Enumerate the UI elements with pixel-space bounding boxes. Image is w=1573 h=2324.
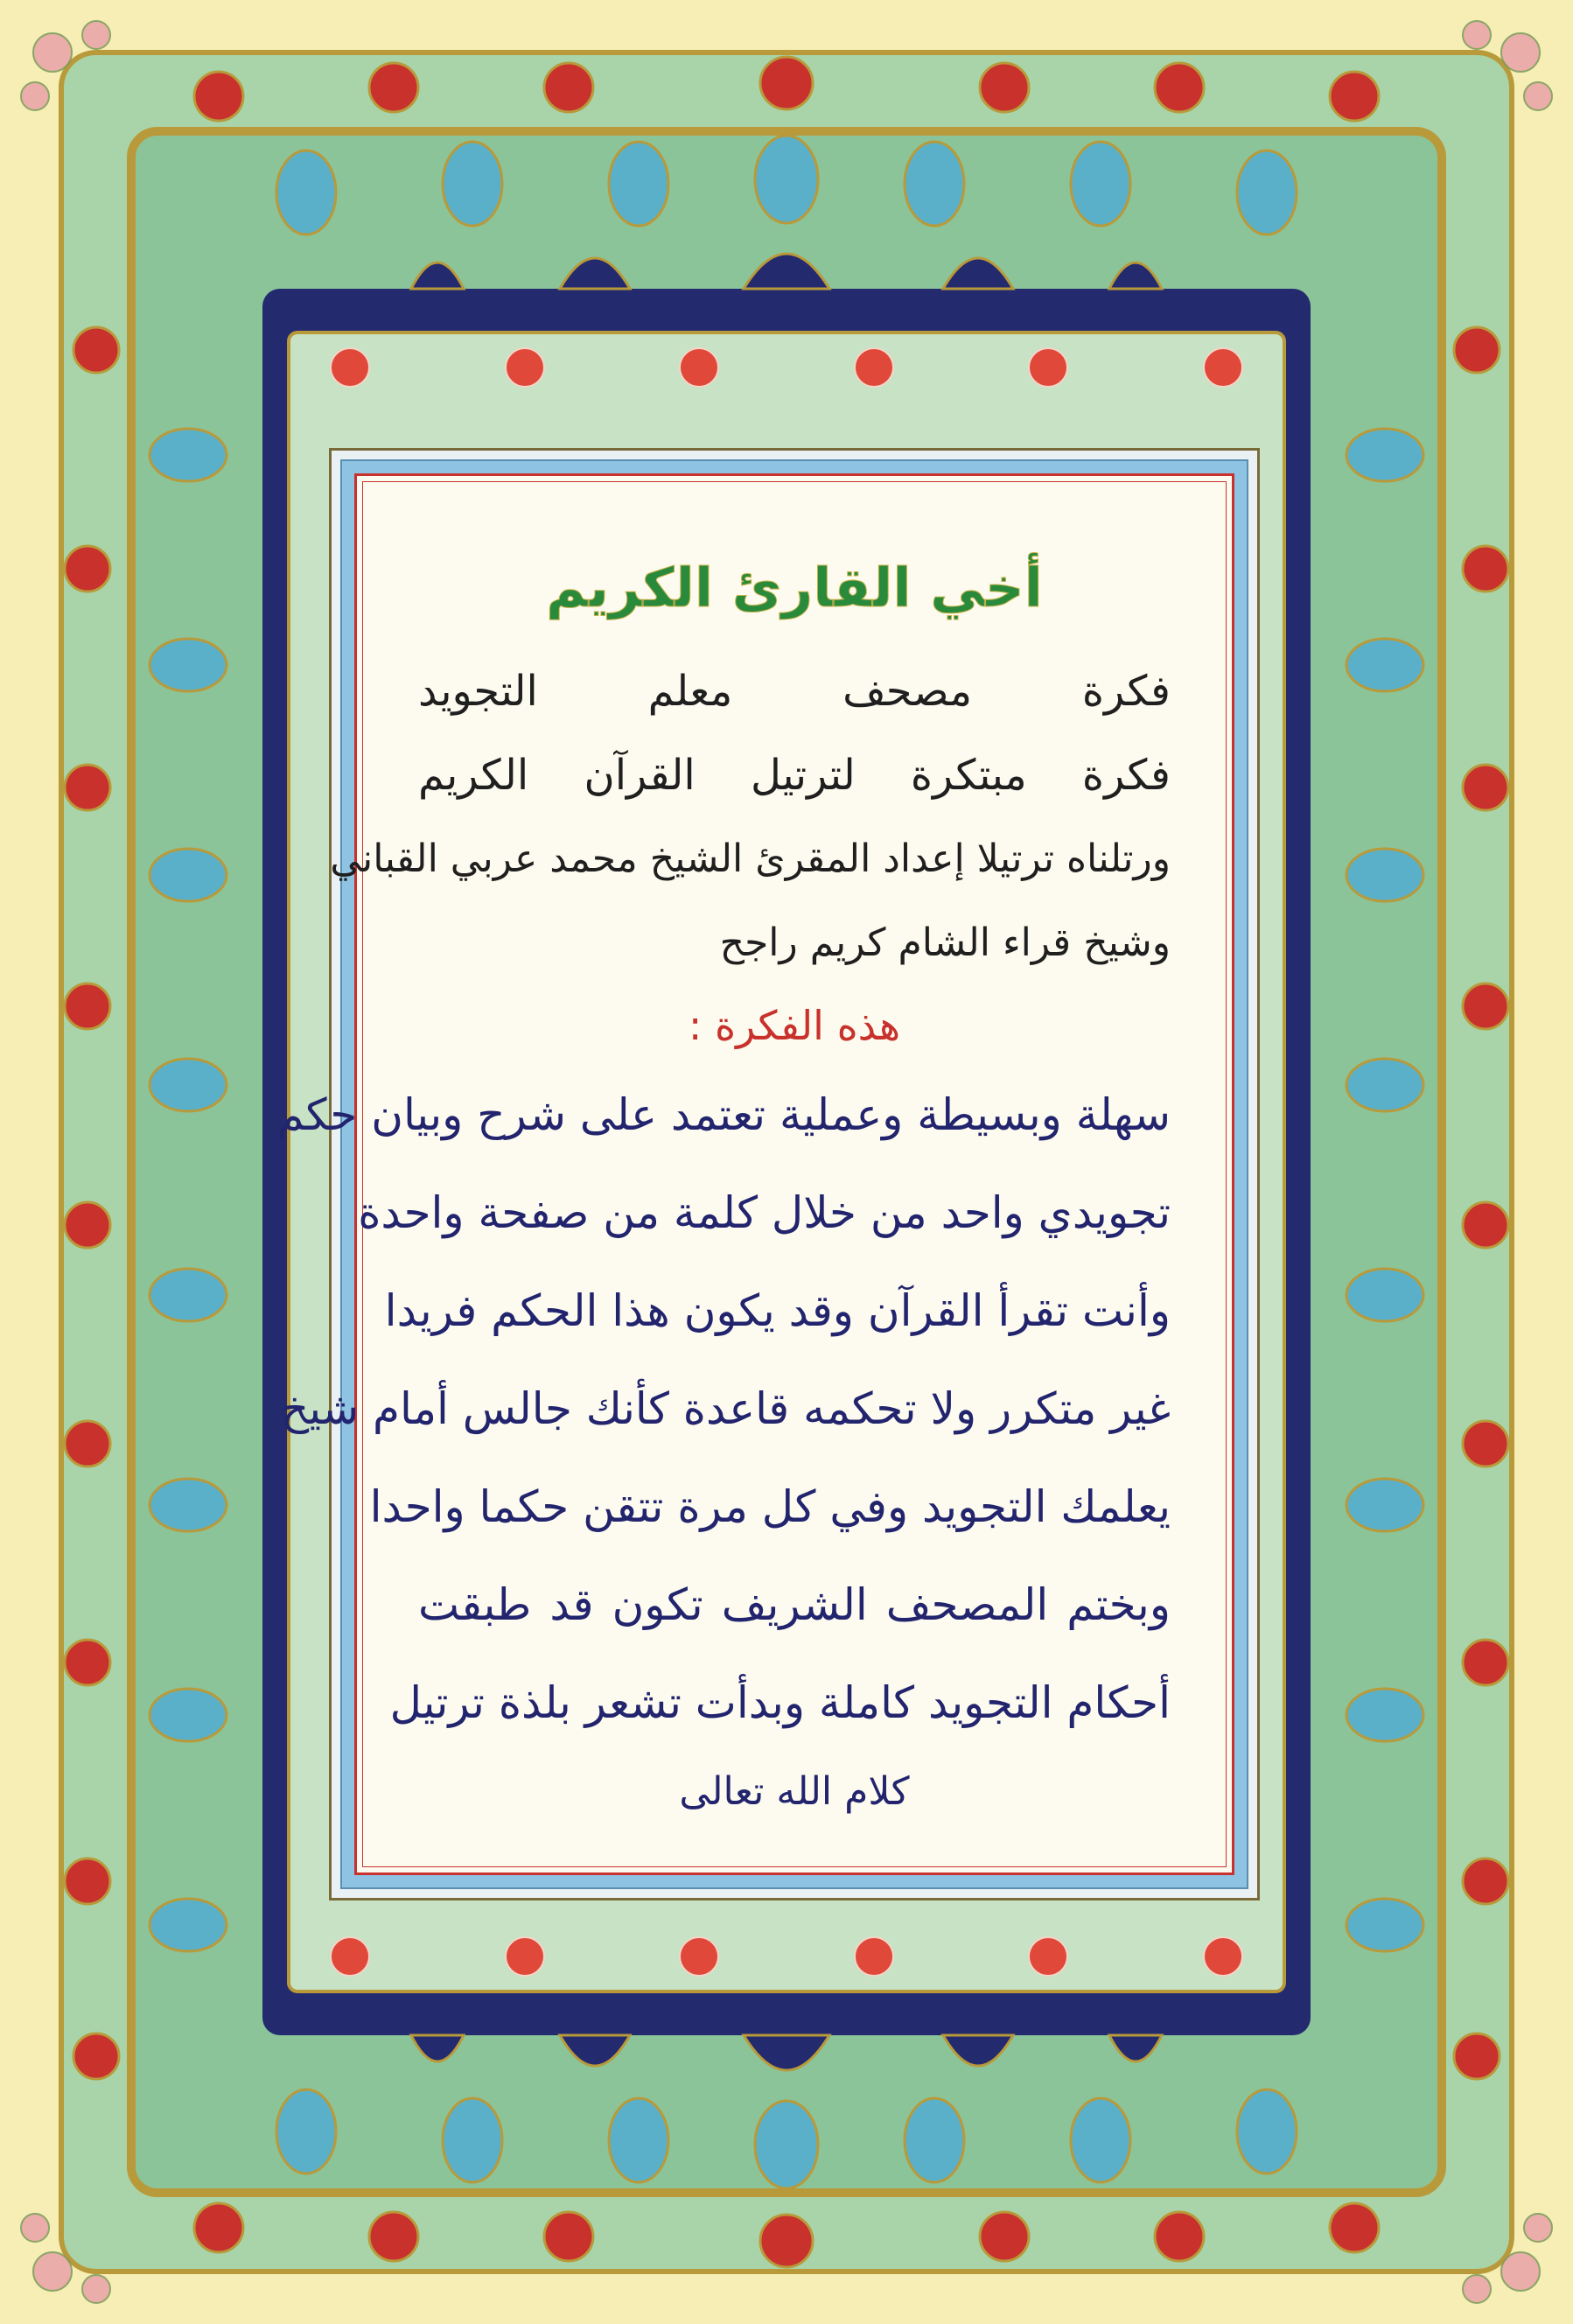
body-line: تجويدي واحد من خلال كلمة من صفحة واحدة	[358, 1187, 1171, 1238]
body-line: غير متكرر ولا تحكمه قاعدة كأنك جالس أمام شيخ	[280, 1383, 1171, 1434]
page-heading: أخي القارئ الكريم	[546, 556, 1043, 620]
text-panel	[276, 448, 1260, 1900]
body-line: يعلمك التجويد وفي كل مرة تتقن حكما واحدا	[369, 1481, 1171, 1532]
subheading: هذه الفكرة :	[688, 1002, 901, 1049]
intro-line: ورتلناه ترتيلا إعداد المقرئ الشيخ محمد عربي القباني	[330, 836, 1171, 881]
body-line: وأنت تقرأ القرآن وقد يكون هذا الحكم فريدا	[384, 1285, 1171, 1336]
text-block	[276, 553, 1171, 1832]
body-line: وبختم المصحف الشريف تكون قد طبقت	[418, 1579, 1171, 1630]
closing-line: كلام الله تعالى	[679, 1769, 910, 1814]
intro-line: فكرة مصحف معلم التجويد	[418, 667, 1171, 716]
body-line: أحكام التجويد كاملة وبدأت تشعر بلذة ترتيل	[389, 1677, 1171, 1728]
intro-line: وشيخ قراء الشام كريم راجح	[719, 920, 1171, 965]
body-line: سهلة وبسيطة وعملية تعتمد على شرح وبيان حكم	[276, 1089, 1171, 1140]
intro-line: فكرة مبتكرة لترتيل القرآن الكريم	[418, 751, 1171, 800]
inner-frame	[276, 473, 1234, 1875]
